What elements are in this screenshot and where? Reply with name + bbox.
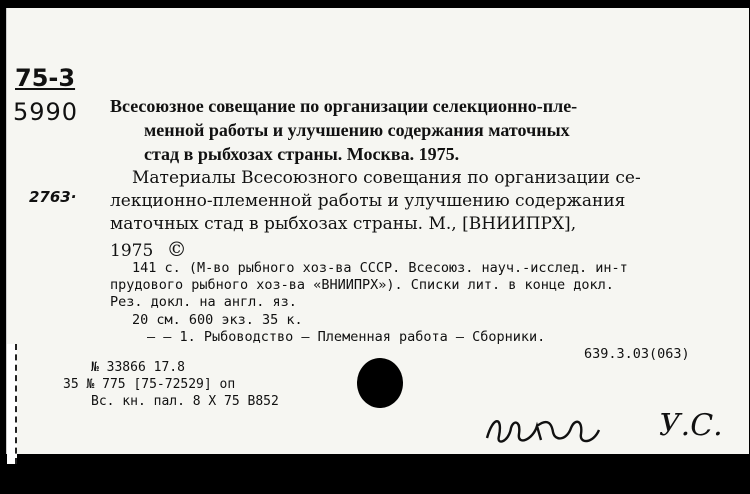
copyright-icon: ©: [166, 237, 187, 261]
year: 1975: [110, 241, 154, 261]
title-line-1: Всесоюзное совещание по организации селекционно-пле-: [110, 96, 578, 116]
ink-blot: [357, 358, 403, 408]
desc-line-2: прудового рыбного хоз-ва «ВНИИПРХ»). Списки лит. в конце докл.: [110, 277, 614, 293]
desc-line-4: 20 см. 600 экз. 35 к.: [132, 312, 303, 328]
card-edge-strip: [7, 344, 17, 464]
footer-line-2: 35 № 775 [75-72529] оп: [63, 377, 236, 392]
footer-line-1: № 33866 17.8: [91, 360, 185, 375]
call-number-top: 75-3: [15, 64, 76, 92]
title-line-2: менной работы и улучшению содержания маточных: [144, 120, 570, 140]
subject-headings: — — 1. Рыбоводство — Племенная работа — Сборники.: [147, 329, 546, 345]
desc-line-3: Рез. докл. на англ. яз.: [110, 294, 297, 310]
body-line-1: Материалы Всесоюзного совещания по организации се-: [132, 168, 641, 188]
title-line-3: стад в рыбхозах страны. Москва. 1975.: [144, 144, 460, 164]
call-number-bottom: 5990: [13, 98, 79, 126]
body-line-3: маточных стад в рыбхозах страны. М., [ВНИИПРХ],: [110, 214, 577, 234]
handwritten-initials: У.С.: [659, 408, 723, 443]
classification: 639.3.03(063): [584, 346, 690, 362]
desc-line-1: 141 с. (М-во рыбного хоз-ва СССР. Всесоюз. науч.-исслед. ин-т: [132, 260, 628, 276]
handwritten-signature: [481, 406, 611, 450]
catalog-card: [6, 8, 749, 454]
footer-line-3: Вс. кн. пал. 8 X 75 В852: [91, 394, 279, 409]
body-line-4: [110, 237, 187, 261]
body-line-2: лекционно-племенной работы и улучшению содержания: [110, 191, 626, 211]
margin-note: 2763·: [29, 188, 77, 206]
